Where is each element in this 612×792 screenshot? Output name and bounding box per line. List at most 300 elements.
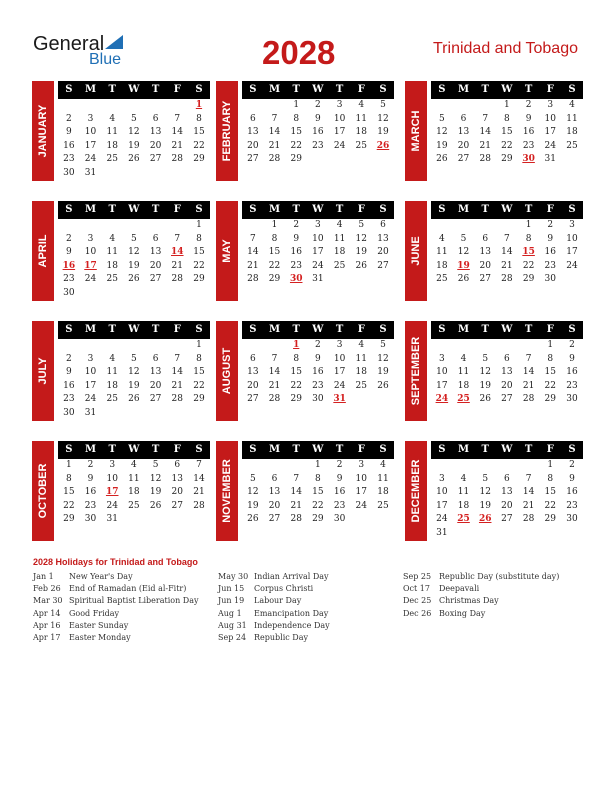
day-cell: 21	[479, 140, 491, 151]
day-cell: 9	[65, 247, 72, 257]
day-cell: 16	[63, 140, 75, 151]
day-cell: 21	[193, 487, 205, 497]
empty-cell	[496, 219, 518, 233]
day-cell: 16	[312, 367, 324, 377]
day-cell: 18	[106, 260, 118, 271]
month-june	[405, 201, 583, 301]
day-cell: 19	[436, 140, 448, 151]
empty-cell	[372, 153, 394, 167]
day-cell: 7	[525, 473, 532, 484]
day-cell: 29	[544, 394, 556, 404]
weekday-label: W	[501, 324, 513, 335]
weekday-label: F	[546, 84, 554, 95]
empty-cell	[101, 99, 123, 113]
empty-cell	[474, 99, 496, 113]
empty-cell	[264, 459, 286, 473]
empty-cell	[166, 407, 188, 421]
day-cell: 14	[193, 473, 205, 484]
day-cell: 14	[268, 367, 281, 377]
day-cell: 26	[377, 380, 389, 391]
day-cell: 19	[457, 260, 470, 271]
weekday-label: F	[546, 324, 554, 335]
weekday-label: F	[357, 204, 365, 215]
day-cell: 2	[525, 100, 532, 110]
weekday-label: T	[108, 324, 116, 335]
day-cell: 13	[149, 247, 162, 257]
week-row	[431, 260, 583, 274]
day-cell: 10	[436, 367, 448, 377]
week-row	[58, 99, 210, 113]
day-cell: 27	[457, 154, 470, 164]
empty-cell	[307, 153, 329, 167]
empty-cell	[431, 459, 453, 473]
day-cell: 18	[355, 127, 367, 137]
day-cell: 2	[569, 460, 575, 470]
day-cell: 16	[84, 487, 97, 497]
month-grid	[431, 201, 583, 287]
empty-cell	[496, 459, 518, 473]
holiday-name: Spiritual Baptist Liberation Day	[69, 596, 199, 606]
holiday-date: Dec 26	[403, 608, 432, 618]
empty-cell	[518, 527, 540, 541]
day-cell: 6	[152, 353, 159, 364]
weekday-header	[431, 81, 583, 99]
day-cell: 29	[193, 154, 205, 164]
month-name: MAY	[221, 239, 233, 263]
week-row	[58, 339, 210, 353]
day-cell: 15	[501, 127, 513, 137]
week-row	[58, 260, 210, 274]
week-row	[431, 459, 583, 473]
holiday-date: Aug 31	[218, 620, 247, 630]
day-cell: 12	[436, 127, 448, 137]
day-cell: 1	[196, 220, 202, 230]
day-cell: 1	[547, 340, 554, 350]
day-cell: 17	[333, 127, 346, 137]
day-cell: 7	[293, 473, 300, 484]
week-row	[58, 219, 210, 233]
day-cell: 3	[358, 460, 365, 470]
day-cell: 4	[358, 100, 365, 110]
day-cell: 23	[522, 140, 535, 151]
day-cell: 26	[478, 514, 492, 524]
empty-cell	[166, 513, 188, 527]
day-cell: 28	[171, 274, 183, 284]
day-cell: 27	[247, 394, 259, 404]
day-cell: 25	[106, 154, 118, 164]
day-cell: 14	[171, 127, 183, 137]
month-grid	[431, 81, 583, 167]
day-cell: 13	[149, 367, 162, 377]
month-grid	[242, 81, 394, 167]
empty-cell	[58, 99, 80, 113]
weekday-label: S	[568, 444, 576, 455]
day-cell: 13	[247, 367, 259, 377]
day-cell: 14	[268, 127, 281, 137]
day-cell: 25	[436, 274, 448, 284]
day-cell: 24	[84, 394, 97, 404]
day-cell: 29	[290, 394, 302, 404]
day-cell: 8	[293, 113, 300, 124]
day-cell: 2	[547, 220, 554, 230]
holiday-row	[403, 595, 593, 607]
weekday-label: S	[379, 204, 387, 215]
day-cell: 3	[547, 100, 554, 110]
day-cell: 7	[249, 233, 256, 244]
day-cell: 1	[195, 100, 203, 110]
day-cell: 25	[106, 274, 118, 284]
day-cell: 22	[193, 380, 205, 391]
country-name: Trinidad and Tobago	[433, 40, 578, 57]
empty-cell	[242, 99, 264, 113]
weekday-label: F	[173, 324, 181, 335]
day-cell: 3	[87, 353, 94, 364]
day-cell: 13	[501, 367, 513, 377]
weekday-label: M	[268, 444, 281, 455]
day-cell: 16	[544, 247, 556, 257]
week-row	[431, 513, 583, 527]
day-cell: 6	[380, 220, 386, 230]
day-cell: 9	[87, 473, 94, 484]
week-row	[431, 153, 583, 167]
holiday-name: Corpus Christi	[254, 584, 314, 594]
day-cell: 19	[479, 500, 491, 511]
day-cell: 5	[358, 220, 365, 230]
week-row	[58, 273, 210, 287]
empty-cell	[145, 407, 167, 421]
day-cell: 11	[566, 113, 578, 124]
empty-cell	[453, 99, 475, 113]
day-cell: 20	[149, 260, 162, 271]
day-cell: 12	[355, 233, 367, 244]
month-name: SEPTEMBER	[410, 336, 422, 406]
day-cell: 26	[247, 514, 259, 524]
weekday-label: W	[128, 84, 140, 95]
holiday-column	[403, 571, 593, 620]
day-cell: 24	[312, 260, 324, 271]
day-cell: 29	[522, 274, 535, 284]
month-label	[32, 441, 54, 541]
day-cell: 30	[84, 514, 97, 524]
week-row	[58, 459, 210, 473]
day-cell: 28	[268, 154, 281, 164]
weekday-label: T	[151, 84, 160, 95]
weekday-label: T	[151, 324, 160, 335]
day-cell: 30	[566, 514, 578, 524]
weekday-label: T	[335, 204, 344, 215]
month-label	[405, 441, 427, 541]
week-row	[58, 407, 210, 421]
empty-cell	[145, 513, 167, 527]
month-september	[405, 321, 583, 421]
day-cell: 9	[65, 127, 72, 137]
day-cell: 20	[171, 487, 183, 497]
month-august	[216, 321, 394, 421]
month-name: JULY	[37, 357, 49, 385]
weekday-label: T	[335, 84, 344, 95]
day-cell: 11	[106, 367, 118, 377]
day-cell: 17	[84, 380, 97, 391]
day-cell: 21	[268, 140, 281, 151]
day-cell: 15	[63, 487, 75, 497]
holiday-row	[33, 583, 223, 595]
day-cell: 1	[315, 460, 321, 470]
weekday-label: M	[457, 84, 470, 95]
day-cell: 18	[436, 260, 448, 271]
empty-cell	[166, 99, 188, 113]
weekday-label: T	[481, 204, 489, 215]
empty-cell	[123, 287, 145, 301]
day-cell: 13	[268, 487, 281, 497]
day-cell: 30	[289, 274, 303, 284]
day-cell: 23	[84, 500, 97, 511]
brand-general: General	[33, 33, 105, 55]
week-row	[58, 113, 210, 127]
day-cell: 1	[504, 100, 510, 110]
day-cell: 12	[247, 487, 259, 497]
day-cell: 31	[436, 527, 448, 538]
day-cell: 17	[436, 380, 448, 391]
week-row	[242, 233, 394, 247]
week-row	[431, 219, 583, 233]
empty-cell	[101, 167, 123, 181]
day-cell: 23	[63, 274, 75, 284]
holiday-name: Independence Day	[254, 620, 330, 630]
day-cell: 5	[249, 473, 256, 484]
weekday-header	[242, 81, 394, 99]
day-cell: 26	[457, 274, 470, 284]
day-cell: 13	[149, 127, 162, 137]
day-cell: 16	[566, 367, 578, 377]
day-cell: 30	[312, 394, 324, 404]
day-cell: 22	[63, 500, 75, 511]
day-cell: 18	[457, 500, 470, 511]
weekday-label: F	[357, 84, 365, 95]
day-cell: 22	[544, 500, 556, 511]
weekday-label: S	[438, 324, 446, 335]
empty-cell	[496, 339, 518, 353]
day-cell: 2	[87, 460, 94, 470]
empty-cell	[329, 153, 351, 167]
day-cell: 17	[436, 500, 448, 511]
day-cell: 23	[566, 380, 578, 391]
empty-cell	[453, 527, 475, 541]
day-cell: 1	[271, 220, 278, 230]
day-cell: 24	[84, 274, 97, 284]
day-cell: 7	[174, 233, 181, 244]
weekday-label: M	[268, 84, 281, 95]
empty-cell	[496, 527, 518, 541]
day-cell: 10	[84, 247, 97, 257]
month-november	[216, 441, 394, 541]
day-cell: 31	[106, 514, 118, 524]
day-cell: 28	[193, 500, 205, 511]
empty-cell	[264, 99, 286, 113]
weekday-label: W	[128, 324, 140, 335]
month-grid	[242, 321, 394, 407]
day-cell: 13	[501, 487, 513, 497]
day-cell: 28	[247, 274, 259, 284]
day-cell: 12	[479, 367, 491, 377]
weekday-label: S	[568, 324, 576, 335]
day-cell: 1	[293, 340, 300, 350]
month-name: MARCH	[410, 110, 422, 152]
day-cell: 3	[87, 233, 94, 244]
holiday-date: Feb 26	[33, 584, 61, 594]
day-cell: 5	[380, 100, 386, 110]
month-name: NOVEMBER	[221, 459, 233, 523]
weekday-label: T	[524, 324, 533, 335]
holiday-date: Dec 25	[403, 596, 432, 606]
weekday-label: S	[379, 444, 387, 455]
week-row	[242, 500, 394, 514]
week-row	[58, 473, 210, 487]
week-row	[431, 473, 583, 487]
month-name: APRIL	[37, 234, 49, 268]
day-cell: 30	[522, 154, 535, 164]
empty-cell	[123, 339, 145, 353]
day-cell: 11	[355, 113, 367, 124]
empty-cell	[188, 513, 210, 527]
empty-cell	[145, 287, 167, 301]
empty-cell	[123, 513, 145, 527]
week-row	[58, 513, 210, 527]
day-cell: 8	[65, 473, 72, 484]
month-label	[216, 201, 238, 301]
day-cell: 27	[268, 514, 281, 524]
day-cell: 17	[544, 127, 556, 137]
day-cell: 22	[268, 260, 281, 271]
day-cell: 24	[84, 154, 97, 164]
weekday-label: S	[65, 84, 73, 95]
day-cell: 29	[501, 154, 513, 164]
holiday-date: Mar 30	[33, 596, 63, 606]
weekday-label: S	[249, 204, 257, 215]
week-row	[242, 140, 394, 154]
week-row	[242, 273, 394, 287]
day-cell: 27	[377, 260, 389, 271]
weekday-label: S	[438, 84, 446, 95]
holiday-date: Jan 1	[33, 572, 54, 581]
month-grid	[431, 321, 583, 407]
day-cell: 3	[109, 460, 116, 470]
day-cell: 21	[522, 500, 535, 511]
day-cell: 17	[84, 260, 97, 271]
empty-cell	[101, 339, 123, 353]
week-row	[58, 140, 210, 154]
holiday-name: Christmas Day	[439, 596, 499, 606]
weekday-label: W	[312, 324, 324, 335]
empty-cell	[474, 527, 496, 541]
day-cell: 28	[268, 394, 281, 404]
weekday-label: F	[357, 444, 365, 455]
day-cell: 24	[566, 260, 578, 271]
week-row	[431, 233, 583, 247]
day-cell: 23	[63, 154, 75, 164]
week-row	[242, 99, 394, 113]
weekday-label: T	[524, 84, 533, 95]
day-cell: 31	[333, 394, 346, 404]
day-cell: 14	[522, 487, 535, 497]
month-label	[405, 81, 427, 181]
holiday-date: Oct 17	[403, 584, 430, 594]
holiday-date: May 30	[218, 572, 249, 581]
month-grid	[431, 441, 583, 540]
day-cell: 12	[128, 247, 140, 257]
weekday-label: S	[249, 84, 257, 95]
weekday-label: F	[173, 204, 181, 215]
day-cell: 4	[336, 220, 343, 230]
weekday-label: M	[84, 204, 97, 215]
weekday-label: M	[457, 444, 470, 455]
day-cell: 23	[566, 500, 578, 511]
day-cell: 12	[128, 367, 140, 377]
empty-cell	[188, 407, 210, 421]
day-cell: 26	[436, 154, 448, 164]
day-cell: 30	[566, 394, 578, 404]
holiday-name: Good Friday	[69, 608, 120, 618]
day-cell: 8	[547, 353, 554, 364]
day-cell: 20	[247, 380, 259, 391]
empty-cell	[518, 459, 540, 473]
day-cell: 20	[501, 380, 513, 391]
month-label	[405, 201, 427, 301]
weekday-label: T	[151, 204, 160, 215]
holiday-row	[218, 571, 408, 583]
holiday-name: Emancipation Day	[254, 608, 329, 618]
empty-cell	[561, 527, 583, 541]
day-cell: 6	[482, 233, 489, 244]
empty-cell	[166, 219, 188, 233]
empty-cell	[561, 273, 583, 287]
day-cell: 27	[171, 500, 183, 511]
month-february	[216, 81, 394, 181]
empty-cell	[453, 339, 475, 353]
day-cell: 10	[436, 487, 448, 497]
day-cell: 22	[193, 260, 205, 271]
week-row	[242, 473, 394, 487]
day-cell: 25	[457, 394, 470, 404]
weekday-label: T	[292, 324, 300, 335]
weekday-label: M	[457, 204, 470, 215]
week-row	[58, 233, 210, 247]
day-cell: 3	[315, 220, 321, 230]
day-cell: 4	[460, 473, 467, 484]
holiday-name: End of Ramadan (Eid al-Fitr)	[69, 584, 187, 594]
weekday-label: S	[65, 444, 73, 455]
holidays-title: 2028 Holidays for Trinidad and Tobago	[33, 557, 198, 567]
weekday-label: S	[65, 204, 73, 215]
day-cell: 10	[84, 127, 97, 137]
day-cell: 26	[376, 140, 390, 151]
day-cell: 1	[525, 220, 532, 230]
week-row	[431, 366, 583, 380]
day-cell: 1	[547, 460, 554, 470]
day-cell: 18	[106, 380, 118, 391]
day-cell: 10	[84, 367, 97, 377]
week-row	[58, 246, 210, 260]
holiday-column	[33, 571, 223, 644]
day-cell: 9	[293, 233, 300, 244]
empty-cell	[188, 167, 210, 181]
day-cell: 18	[377, 487, 389, 497]
day-cell: 10	[333, 113, 346, 124]
day-cell: 22	[544, 380, 556, 391]
empty-cell	[166, 339, 188, 353]
weekday-label: F	[173, 84, 181, 95]
day-cell: 11	[333, 233, 346, 244]
day-cell: 5	[131, 353, 137, 364]
